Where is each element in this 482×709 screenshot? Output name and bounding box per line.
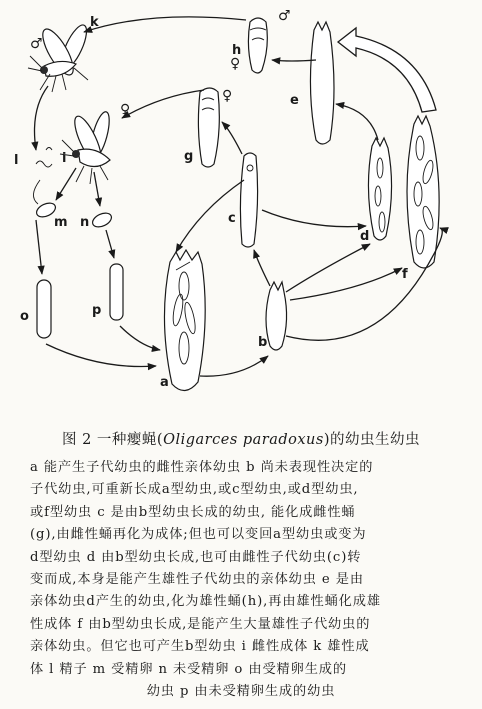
female-pupa-g (198, 88, 219, 167)
legend-line: 或f型幼虫 c 是由b型幼虫长成的幼虫, 能化成雌性蛹 (30, 504, 356, 520)
female-adult-i (60, 110, 113, 184)
larva-d (368, 138, 391, 240)
female-symbol-g: ♀ (222, 88, 233, 104)
larva-b (266, 282, 287, 350)
legend-line: 性成体 f 由b型幼虫长成,是能产生大量雄性子代幼虫的 (30, 616, 371, 632)
legend-line: d型幼虫 d 由b型幼虫长成,也可由雌性子代幼虫(c)转 (30, 549, 362, 565)
female-symbol-i: ♀ (120, 102, 131, 118)
label-i: i (62, 151, 67, 166)
male-adult-k (28, 22, 91, 92)
label-f: f (402, 267, 408, 282)
label-h: h (232, 43, 242, 58)
legend-line-last: 幼虫 p 由未受精卵生成的幼虫 (146, 684, 336, 700)
legend-line: 子代幼虫,可重新长成a型幼虫,或c型幼虫,或d型幼虫, (30, 482, 359, 498)
unfertilized-egg-n (90, 210, 113, 229)
legend-line: (g),由雌性蛹再化为成体;但也可以变回a型幼虫或变为 (30, 527, 367, 543)
legend-line: 亲体幼虫。但它也可产生b型幼虫 i 雌性成体 k 雄性成 (30, 639, 370, 655)
male-symbol-h: ♂ (278, 8, 291, 24)
label-m: m (54, 215, 68, 230)
mother-larva-a (164, 250, 205, 391)
arrow-f-to-e (338, 28, 436, 112)
larva-c (240, 153, 257, 247)
label-p: p (92, 303, 102, 318)
legend-line: 变而成,本身是能产生雄性子代幼虫的亲体幼虫 e 是由 (30, 572, 364, 588)
larva-f (407, 116, 439, 268)
label-d: d (360, 229, 370, 244)
label-c: c (228, 211, 236, 226)
figure-caption (0, 428, 482, 703)
larva-o (37, 280, 51, 338)
label-g: g (184, 149, 194, 164)
legend-line: 亲体幼虫d产生的幼虫,化为雄性蛹(h),再由雄性蛹化成雄 (30, 594, 381, 610)
label-l: l (14, 153, 19, 168)
label-k: k (90, 15, 99, 30)
legend-line: 体 l 精子 m 受精卵 n 未受精卵 o 由受精卵生成的 (30, 661, 347, 677)
male-pupa-h (248, 18, 267, 73)
larva-p (110, 264, 123, 320)
legend-line: a 能产生子代幼虫的雌性亲体幼虫 b 尚未表现性决定的 (30, 460, 374, 475)
title-latin-name: Oligarces paradoxus (163, 432, 324, 448)
sperm-l (36, 148, 52, 168)
label-b: b (258, 335, 268, 350)
figure-number: 图 2 (61, 432, 92, 448)
title-prefix: 一种瘿蝇( (96, 432, 164, 448)
label-n: n (80, 215, 90, 230)
title-suffix: )的幼虫生幼虫 (323, 432, 421, 448)
label-a: a (160, 375, 169, 390)
female-symbol-h: ♀ (230, 56, 241, 72)
figure-title (0, 428, 482, 449)
larva-e (310, 22, 334, 144)
male-symbol-k: ♂ (30, 36, 43, 52)
label-o: o (20, 309, 29, 324)
label-e: e (290, 93, 299, 108)
